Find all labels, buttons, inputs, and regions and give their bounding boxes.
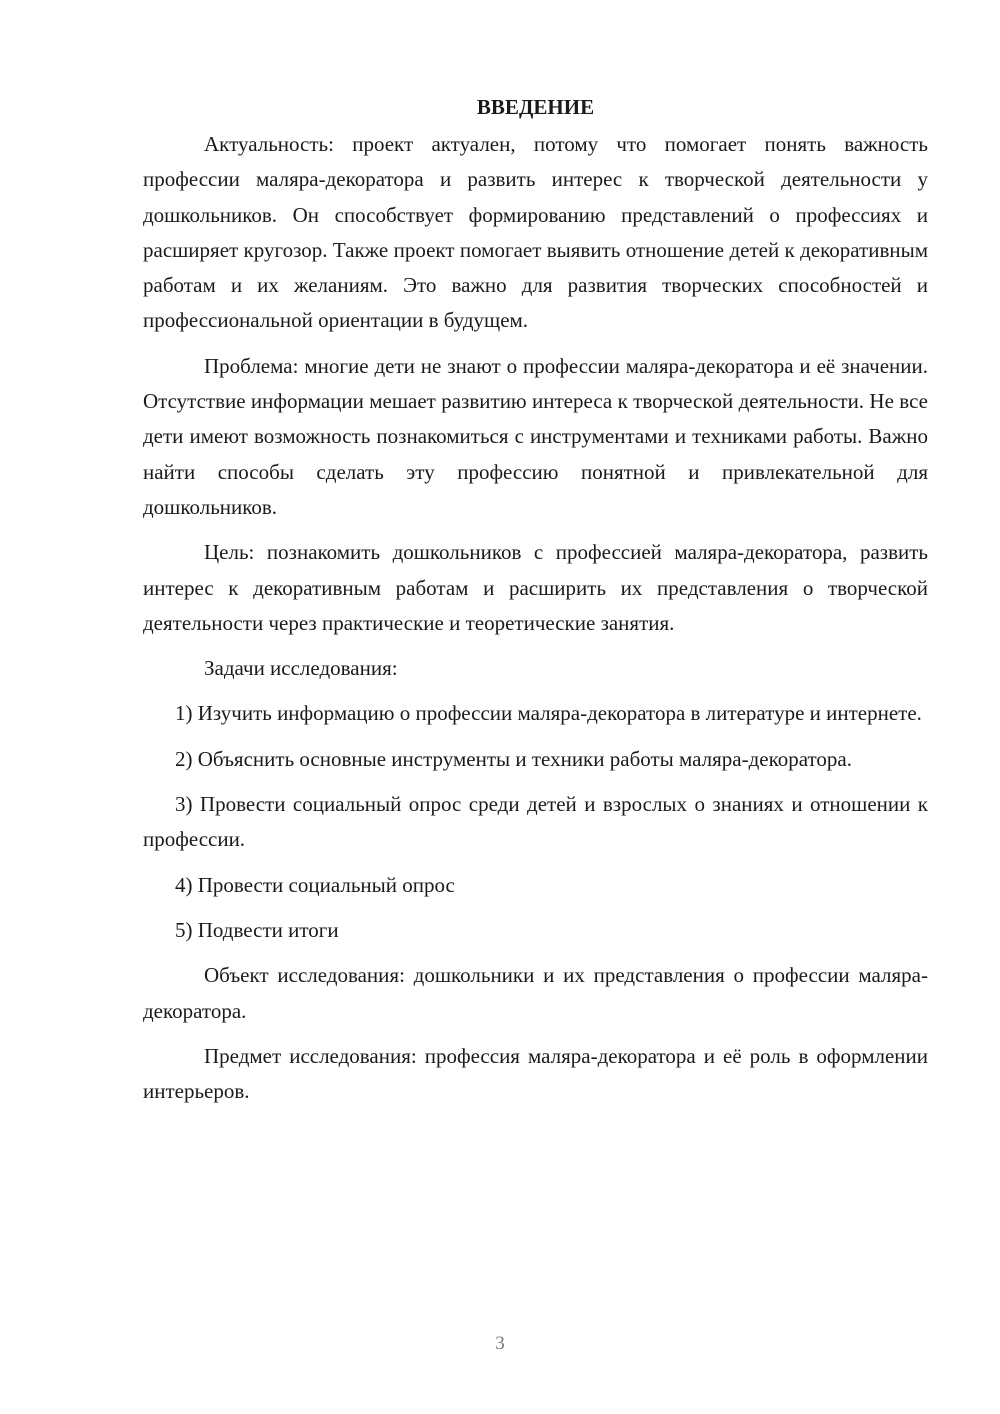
page-title: ВВЕДЕНИЕ (476, 95, 595, 119)
list-item-task-5: 5) Подвести итоги (175, 917, 339, 942)
document-page (143, 90, 928, 1280)
paragraph-goal: Цель: познакомить дошкольников с профессией маляра-декоратора, развить интерес к декоративным работам и расширить их представления о творческой деятельности через практические и теоретические занятия. (143, 540, 928, 635)
paragraph-object: Объект исследования: дошкольники и их представления о профессии маляра-декоратора. (143, 963, 928, 1023)
list-item-task-4: 4) Провести социальный опрос (175, 872, 455, 897)
list-item-task-3: 3) Провести социальный опрос среди детей и взрослых о знаниях и отношении к профессии. (143, 792, 928, 852)
page-number: 3 (495, 1333, 505, 1354)
paragraph-tasks-heading: Задачи исследования: (204, 656, 398, 681)
paragraph-problem: Проблема: многие дети не знают о профессии маляра-декоратора и её значении. Отсутствие информации мешает развитию интереса к творческой деятельности. Не все дети имеют возможность познакомиться с инструментами и техниками работы. Важно найти способы сделать эту профессию понятной и привлекательной для дошкольников. (143, 353, 928, 519)
paragraph-relevance: Актуальность: проект актуален, потому что помогает понять важность профессии маляра-декоратора и развить интерес к творческой деятельности у дошкольников. Он способствует формированию представлений о профессиях и расширяет кругозор. Также проект помогает выявить отношение детей к декоративным работам и их желаниям. Это важно для развития творческих способностей и профессиональной ориентации в будущем. (143, 132, 928, 333)
paragraph-subject: Предмет исследования: профессия маляра-декоратора и её роль в оформлении интерьеров. (143, 1043, 928, 1104)
list-item-task-2: 2) Объяснить основные инструменты и техники работы маляра-декоратора. (175, 746, 853, 771)
list-item-task-1: 1) Изучить информацию о профессии маляра-декоратора в литературе и интернете. (175, 701, 922, 726)
